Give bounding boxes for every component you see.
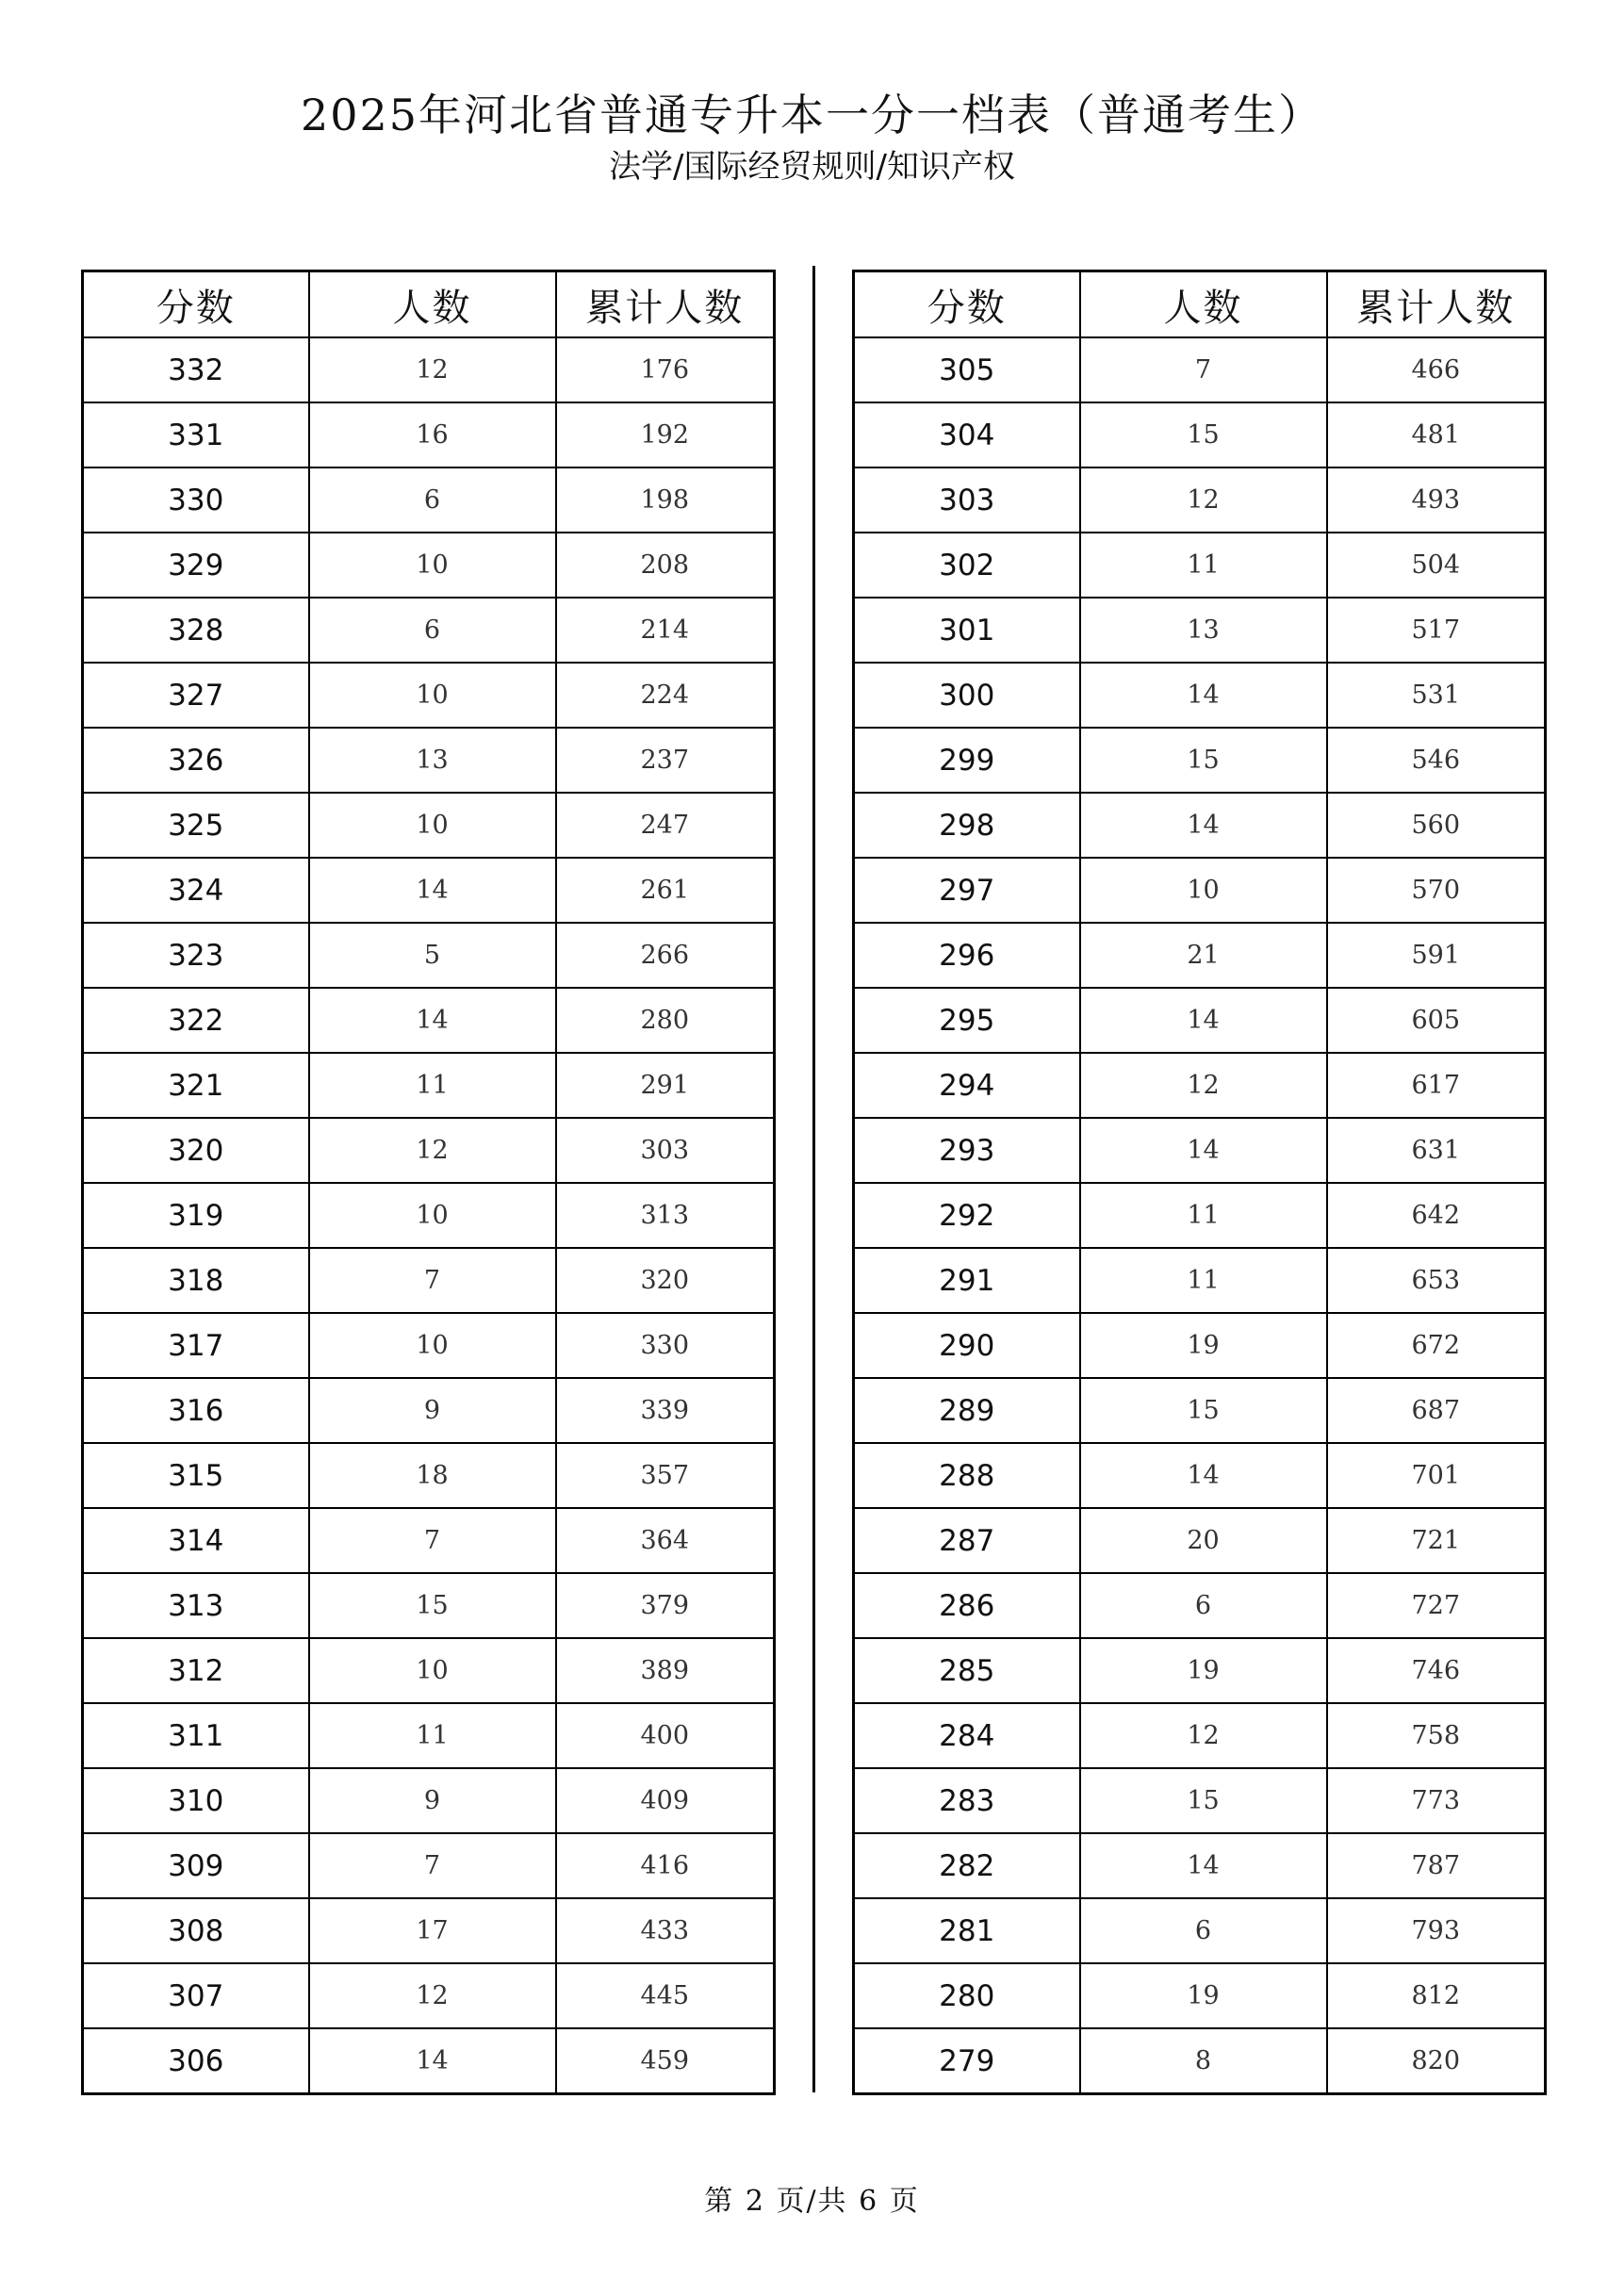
cell-count: 6 (309, 598, 556, 663)
table-row (83, 1638, 775, 1703)
cell-score: 308 (83, 1898, 309, 1963)
cell-count: 12 (309, 1118, 556, 1183)
table-row (854, 1833, 1546, 1898)
cell-cumulative: 570 (1327, 858, 1546, 923)
table-row (854, 1443, 1546, 1508)
cell-cumulative: 787 (1327, 1833, 1546, 1898)
table-row (83, 402, 775, 467)
cell-score: 326 (83, 728, 309, 793)
cell-score: 332 (83, 337, 309, 402)
table-row (83, 728, 775, 793)
score-table-left (81, 270, 776, 2095)
cell-score: 320 (83, 1118, 309, 1183)
cell-cumulative: 546 (1327, 728, 1546, 793)
cell-count: 19 (1080, 1313, 1327, 1378)
cell-score: 294 (854, 1053, 1080, 1118)
table-row (83, 1508, 775, 1573)
cell-score: 324 (83, 858, 309, 923)
table-header-row (854, 271, 1546, 338)
cell-cumulative: 773 (1327, 1768, 1546, 1833)
cell-cumulative: 591 (1327, 923, 1546, 988)
cell-count: 10 (309, 533, 556, 598)
table-row (854, 533, 1546, 598)
cell-cumulative: 466 (1327, 337, 1546, 402)
cell-cumulative: 291 (556, 1053, 775, 1118)
table-row (854, 1898, 1546, 1963)
cell-cumulative: 617 (1327, 1053, 1546, 1118)
column-header-cumulative: 累计人数 (1327, 271, 1546, 338)
table-row (854, 1313, 1546, 1378)
cell-count: 10 (309, 1313, 556, 1378)
table-row (854, 1248, 1546, 1313)
cell-cumulative: 727 (1327, 1573, 1546, 1638)
table-row (854, 1053, 1546, 1118)
left-table-container (81, 270, 776, 2095)
cell-score: 307 (83, 1963, 309, 2028)
cell-score: 316 (83, 1378, 309, 1443)
table-row (854, 1768, 1546, 1833)
cell-count: 11 (309, 1053, 556, 1118)
cell-score: 292 (854, 1183, 1080, 1248)
cell-count: 14 (309, 988, 556, 1053)
table-row (83, 1898, 775, 1963)
table-row (854, 663, 1546, 728)
table-row (83, 1833, 775, 1898)
table-row (854, 1378, 1546, 1443)
table-row (83, 1378, 775, 1443)
page-number: 第 2 页/共 6 页 (704, 2185, 920, 2218)
cell-score: 291 (854, 1248, 1080, 1313)
cell-count: 14 (1080, 988, 1327, 1053)
cell-cumulative: 531 (1327, 663, 1546, 728)
cell-score: 281 (854, 1898, 1080, 1963)
cell-score: 300 (854, 663, 1080, 728)
cell-score: 284 (854, 1703, 1080, 1768)
cell-score: 331 (83, 402, 309, 467)
table-row (83, 1573, 775, 1638)
cell-cumulative: 820 (1327, 2028, 1546, 2094)
cell-cumulative: 303 (556, 1118, 775, 1183)
cell-score: 321 (83, 1053, 309, 1118)
cell-count: 5 (309, 923, 556, 988)
cell-count: 7 (309, 1833, 556, 1898)
cell-score: 319 (83, 1183, 309, 1248)
cell-cumulative: 208 (556, 533, 775, 598)
cell-cumulative: 198 (556, 467, 775, 533)
cell-score: 296 (854, 923, 1080, 988)
page-title: 2025年河北省普通专升本一分一档表（普通考生） (300, 90, 1324, 140)
table-row (83, 1183, 775, 1248)
cell-score: 279 (854, 2028, 1080, 2094)
cell-count: 6 (309, 467, 556, 533)
cell-cumulative: 400 (556, 1703, 775, 1768)
cell-score: 299 (854, 728, 1080, 793)
cell-cumulative: 409 (556, 1768, 775, 1833)
cell-cumulative: 445 (556, 1963, 775, 2028)
cell-score: 283 (854, 1768, 1080, 1833)
table-row (83, 533, 775, 598)
cell-count: 18 (309, 1443, 556, 1508)
cell-count: 6 (1080, 1573, 1327, 1638)
cell-count: 17 (309, 1898, 556, 1963)
cell-score: 297 (854, 858, 1080, 923)
score-table-right (852, 270, 1547, 2095)
cell-score: 298 (854, 793, 1080, 858)
cell-count: 8 (1080, 2028, 1327, 2094)
cell-cumulative: 247 (556, 793, 775, 858)
cell-cumulative: 631 (1327, 1118, 1546, 1183)
table-row (83, 1963, 775, 2028)
cell-cumulative: 357 (556, 1443, 775, 1508)
cell-cumulative: 192 (556, 402, 775, 467)
cell-count: 21 (1080, 923, 1327, 988)
table-row (854, 1638, 1546, 1703)
cell-cumulative: 433 (556, 1898, 775, 1963)
cell-count: 11 (1080, 1183, 1327, 1248)
cell-cumulative: 605 (1327, 988, 1546, 1053)
cell-score: 301 (854, 598, 1080, 663)
cell-score: 322 (83, 988, 309, 1053)
cell-score: 290 (854, 1313, 1080, 1378)
cell-cumulative: 642 (1327, 1183, 1546, 1248)
table-row (83, 467, 775, 533)
cell-score: 330 (83, 467, 309, 533)
cell-cumulative: 339 (556, 1378, 775, 1443)
table-row (83, 1248, 775, 1313)
cell-score: 313 (83, 1573, 309, 1638)
cell-count: 12 (309, 337, 556, 402)
column-header-score: 分数 (83, 271, 309, 338)
cell-count: 20 (1080, 1508, 1327, 1573)
column-header-count: 人数 (309, 271, 556, 338)
cell-count: 12 (1080, 1703, 1327, 1768)
cell-score: 325 (83, 793, 309, 858)
cell-score: 328 (83, 598, 309, 663)
table-row (83, 337, 775, 402)
cell-count: 9 (309, 1378, 556, 1443)
table-row (854, 598, 1546, 663)
cell-count: 19 (1080, 1638, 1327, 1703)
table-row (83, 858, 775, 923)
cell-count: 14 (1080, 1118, 1327, 1183)
cell-score: 315 (83, 1443, 309, 1508)
cell-count: 10 (309, 663, 556, 728)
cell-score: 304 (854, 402, 1080, 467)
cell-cumulative: 266 (556, 923, 775, 988)
cell-cumulative: 746 (1327, 1638, 1546, 1703)
column-header-score: 分数 (854, 271, 1080, 338)
cell-count: 7 (309, 1508, 556, 1573)
table-row (854, 1183, 1546, 1248)
cell-count: 11 (1080, 533, 1327, 598)
cell-cumulative: 672 (1327, 1313, 1546, 1378)
cell-cumulative: 237 (556, 728, 775, 793)
column-divider (812, 266, 815, 2092)
cell-cumulative: 320 (556, 1248, 775, 1313)
table-header-row (83, 271, 775, 338)
cell-cumulative: 721 (1327, 1508, 1546, 1573)
cell-score: 285 (854, 1638, 1080, 1703)
table-row (854, 337, 1546, 402)
cell-count: 12 (309, 1963, 556, 2028)
table-row (83, 1118, 775, 1183)
table-row (83, 1768, 775, 1833)
table-row (854, 1963, 1546, 2028)
cell-score: 309 (83, 1833, 309, 1898)
column-header-count: 人数 (1080, 271, 1327, 338)
cell-count: 12 (1080, 1053, 1327, 1118)
page-subtitle: 法学/国际经贸规则/知识产权 (609, 148, 1015, 186)
cell-score: 288 (854, 1443, 1080, 1508)
cell-cumulative: 517 (1327, 598, 1546, 663)
table-row (854, 467, 1546, 533)
column-header-cumulative: 累计人数 (556, 271, 775, 338)
table-row (854, 858, 1546, 923)
cell-count: 15 (1080, 728, 1327, 793)
cell-cumulative: 214 (556, 598, 775, 663)
cell-cumulative: 493 (1327, 467, 1546, 533)
table-row (83, 1443, 775, 1508)
cell-count: 13 (309, 728, 556, 793)
cell-count: 12 (1080, 467, 1327, 533)
table-row (83, 663, 775, 728)
cell-cumulative: 459 (556, 2028, 775, 2094)
cell-cumulative: 280 (556, 988, 775, 1053)
cell-cumulative: 701 (1327, 1443, 1546, 1508)
cell-cumulative: 560 (1327, 793, 1546, 858)
cell-score: 293 (854, 1118, 1080, 1183)
cell-cumulative: 687 (1327, 1378, 1546, 1443)
cell-score: 306 (83, 2028, 309, 2094)
cell-cumulative: 389 (556, 1638, 775, 1703)
table-row (83, 988, 775, 1053)
cell-score: 287 (854, 1508, 1080, 1573)
table-row (854, 1573, 1546, 1638)
table-row (854, 793, 1546, 858)
cell-count: 11 (309, 1703, 556, 1768)
cell-cumulative: 481 (1327, 402, 1546, 467)
table-row (854, 1703, 1546, 1768)
cell-count: 15 (1080, 1768, 1327, 1833)
table-row (83, 598, 775, 663)
cell-score: 310 (83, 1768, 309, 1833)
cell-score: 312 (83, 1638, 309, 1703)
cell-count: 14 (1080, 1443, 1327, 1508)
cell-cumulative: 416 (556, 1833, 775, 1898)
cell-cumulative: 176 (556, 337, 775, 402)
cell-score: 305 (854, 337, 1080, 402)
table-row (854, 988, 1546, 1053)
cell-count: 10 (309, 1183, 556, 1248)
cell-count: 14 (1080, 1833, 1327, 1898)
cell-cumulative: 653 (1327, 1248, 1546, 1313)
cell-cumulative: 504 (1327, 533, 1546, 598)
cell-count: 7 (1080, 337, 1327, 402)
cell-score: 289 (854, 1378, 1080, 1443)
cell-cumulative: 224 (556, 663, 775, 728)
cell-score: 327 (83, 663, 309, 728)
right-table-container (852, 270, 1547, 2095)
cell-count: 19 (1080, 1963, 1327, 2028)
table-row (83, 793, 775, 858)
table-row (854, 1118, 1546, 1183)
cell-count: 10 (309, 1638, 556, 1703)
cell-cumulative: 330 (556, 1313, 775, 1378)
cell-count: 14 (1080, 793, 1327, 858)
cell-count: 9 (309, 1768, 556, 1833)
cell-cumulative: 261 (556, 858, 775, 923)
table-row (83, 1703, 775, 1768)
cell-cumulative: 758 (1327, 1703, 1546, 1768)
cell-count: 11 (1080, 1248, 1327, 1313)
cell-count: 15 (1080, 402, 1327, 467)
table-row (854, 2028, 1546, 2094)
cell-count: 6 (1080, 1898, 1327, 1963)
table-row (854, 402, 1546, 467)
cell-score: 302 (854, 533, 1080, 598)
cell-count: 7 (309, 1248, 556, 1313)
cell-count: 10 (309, 793, 556, 858)
cell-cumulative: 793 (1327, 1898, 1546, 1963)
cell-score: 286 (854, 1573, 1080, 1638)
cell-score: 295 (854, 988, 1080, 1053)
table-row (83, 923, 775, 988)
cell-cumulative: 313 (556, 1183, 775, 1248)
cell-count: 13 (1080, 598, 1327, 663)
cell-score: 329 (83, 533, 309, 598)
cell-cumulative: 379 (556, 1573, 775, 1638)
cell-count: 16 (309, 402, 556, 467)
cell-score: 311 (83, 1703, 309, 1768)
cell-score: 314 (83, 1508, 309, 1573)
cell-count: 14 (309, 858, 556, 923)
cell-count: 14 (309, 2028, 556, 2094)
table-row (83, 1313, 775, 1378)
cell-score: 303 (854, 467, 1080, 533)
table-row (83, 2028, 775, 2094)
table-row (854, 1508, 1546, 1573)
cell-score: 280 (854, 1963, 1080, 2028)
cell-score: 282 (854, 1833, 1080, 1898)
table-row (854, 923, 1546, 988)
table-row (854, 728, 1546, 793)
cell-count: 15 (1080, 1378, 1327, 1443)
cell-count: 15 (309, 1573, 556, 1638)
cell-score: 318 (83, 1248, 309, 1313)
cell-score: 317 (83, 1313, 309, 1378)
cell-cumulative: 364 (556, 1508, 775, 1573)
cell-count: 10 (1080, 858, 1327, 923)
cell-score: 323 (83, 923, 309, 988)
cell-cumulative: 812 (1327, 1963, 1546, 2028)
cell-count: 14 (1080, 663, 1327, 728)
table-row (83, 1053, 775, 1118)
